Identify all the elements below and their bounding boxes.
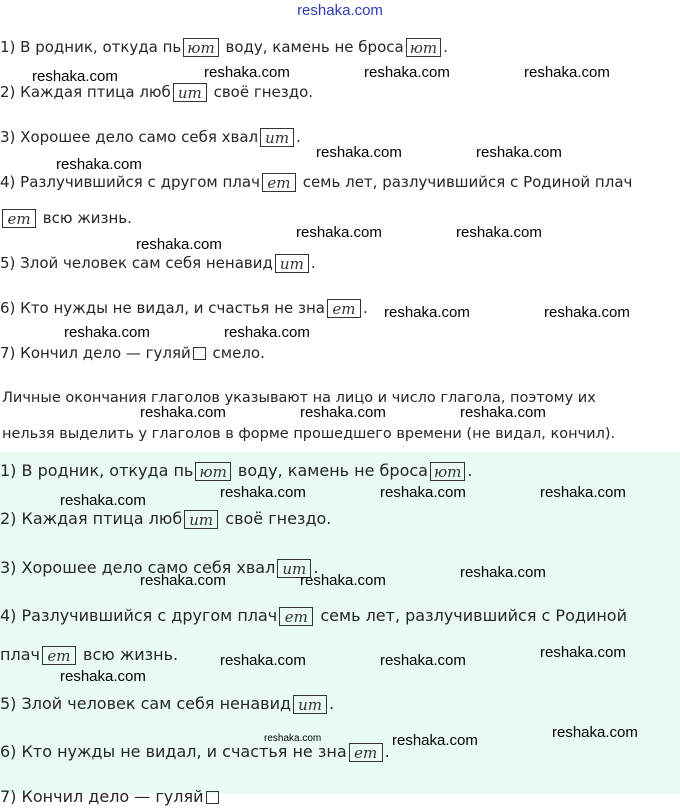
ending-box: ит: [275, 254, 309, 273]
watermark: reshaka.com: [524, 64, 610, 81]
line-text: семь лет, разлучившийся с Родиной: [315, 606, 627, 625]
ending-box: ит: [184, 510, 218, 529]
ending-box: ет: [42, 646, 76, 665]
ending-box: ют: [195, 462, 230, 481]
watermark: reshaka.com: [32, 68, 118, 85]
line-text: всю жизнь.: [77, 645, 179, 664]
line-text: 1) В родник, откуда пь: [0, 461, 194, 480]
line-text: 2) Каждая птица люб: [0, 509, 183, 528]
line-text: 3) Хорошее дело само себя хвал: [0, 558, 276, 577]
ending-box: ют: [183, 38, 218, 57]
ending-box: ют: [430, 462, 465, 481]
line-text: 6) Кто нужды не видал, и счастья не зна: [0, 299, 325, 317]
explanation-line-1: Личные окончания глаголов указывают на лицо и число глагола, поэтому их: [2, 390, 596, 406]
line-text: плач: [0, 645, 40, 664]
line-text: .: [313, 558, 319, 577]
line-text: .: [362, 299, 368, 317]
watermark: reshaka.com: [64, 324, 150, 341]
watermark: reshaka.com: [204, 64, 290, 81]
watermark: reshaka.com: [296, 224, 382, 241]
line-text: всю жизнь.: [38, 209, 132, 227]
ending-box: ит: [260, 128, 294, 147]
line-text: 5) Злой человек сам себя ненавид: [0, 694, 292, 713]
line-text: 6) Кто нужды не видал, и счастья не зна: [0, 742, 347, 761]
exercise-line-4-cont: [0, 207, 132, 229]
line-text: своё гнездо.: [208, 83, 314, 101]
watermark: reshaka.com: [56, 156, 142, 173]
watermark: reshaka.com: [316, 144, 402, 161]
exercise-line-7: [0, 342, 265, 364]
exercise-line-1: [0, 36, 448, 58]
line-text: 5) Злой человек сам себя ненавид: [0, 254, 273, 272]
watermark: reshaka.com: [544, 304, 630, 321]
empty-ending-box: [206, 791, 219, 804]
line-text: .: [296, 128, 301, 146]
watermark: reshaka.com: [220, 484, 306, 501]
ending-box: ют: [406, 38, 441, 57]
watermark: reshaka.com: [140, 572, 226, 589]
line-text: воду, камень не броса: [220, 38, 404, 56]
watermark: reshaka.com: [60, 492, 146, 509]
line-text: 4) Разлучившийся с другом плач: [0, 606, 278, 625]
watermark: reshaka.com: [60, 668, 146, 685]
watermark: reshaka.com: [476, 144, 562, 161]
ending-box: ет: [279, 607, 313, 626]
watermark: reshaka.com: [392, 732, 478, 749]
line-text: .: [384, 742, 390, 761]
watermark: reshaka.com: [264, 733, 322, 744]
answer-line-4-cont: [0, 644, 178, 666]
line-text: 3) Хорошее дело само себя хвал: [0, 128, 259, 146]
watermark: reshaka.com: [300, 404, 386, 421]
watermark: reshaka.com: [300, 572, 386, 589]
watermark: reshaka.com: [364, 64, 450, 81]
ending-box: ет: [262, 173, 296, 192]
watermark: reshaka.com: [456, 224, 542, 241]
line-text: .: [467, 461, 473, 480]
exercise-line-3: [0, 126, 301, 148]
ending-box: ет: [349, 743, 383, 762]
watermark: reshaka.com: [136, 236, 222, 253]
line-text: .: [310, 254, 316, 272]
watermark: reshaka.com: [540, 644, 626, 661]
watermark: reshaka.com: [224, 324, 310, 341]
line-text: .: [329, 694, 335, 713]
watermark: reshaka.com: [140, 404, 226, 421]
answer-line-1: [0, 460, 473, 482]
ending-box: ет: [2, 209, 36, 228]
answer-line-2: [0, 508, 331, 530]
site-header-link[interactable]: reshaka.com: [297, 2, 383, 19]
exercise-line-6: [0, 297, 368, 319]
empty-ending-box: [193, 347, 206, 360]
watermark: reshaka.com: [220, 652, 306, 669]
ending-box: ет: [327, 299, 361, 318]
ending-box: ит: [277, 559, 311, 578]
exercise-line-4: [0, 171, 632, 193]
answer-line-7: [0, 786, 221, 808]
watermark: reshaka.com: [460, 404, 546, 421]
watermark: reshaka.com: [380, 652, 466, 669]
answer-line-5: [0, 693, 334, 715]
ending-box: ит: [293, 695, 327, 714]
line-text: 2) Каждая птица люб: [0, 83, 171, 101]
line-text: своё гнездо.: [220, 509, 332, 528]
watermark: reshaka.com: [380, 484, 466, 501]
answer-line-6: [0, 741, 390, 763]
line-text: воду, камень не броса: [232, 461, 428, 480]
line-text: .: [443, 38, 448, 56]
exercise-line-5: [0, 252, 316, 274]
watermark: reshaka.com: [552, 724, 638, 741]
line-text: 7) Кончил дело — гуляй: [0, 344, 191, 362]
line-text: 1) В родник, откуда пь: [0, 38, 182, 56]
line-text: смело.: [207, 344, 265, 362]
answer-line-4: [0, 605, 627, 627]
explanation-line-2: нельзя выделить у глаголов в форме прошедшего времени (не видал, кончил).: [2, 426, 616, 442]
line-text: 7) Кончил дело — гуляй: [0, 787, 204, 806]
line-text: 4) Разлучившийся с другом плач: [0, 173, 260, 191]
line-text: семь лет, разлучившийся с Родиной плач: [297, 173, 633, 191]
watermark: reshaka.com: [460, 564, 546, 581]
ending-box: ит: [173, 83, 207, 102]
watermark: reshaka.com: [384, 304, 470, 321]
watermark: reshaka.com: [540, 484, 626, 501]
